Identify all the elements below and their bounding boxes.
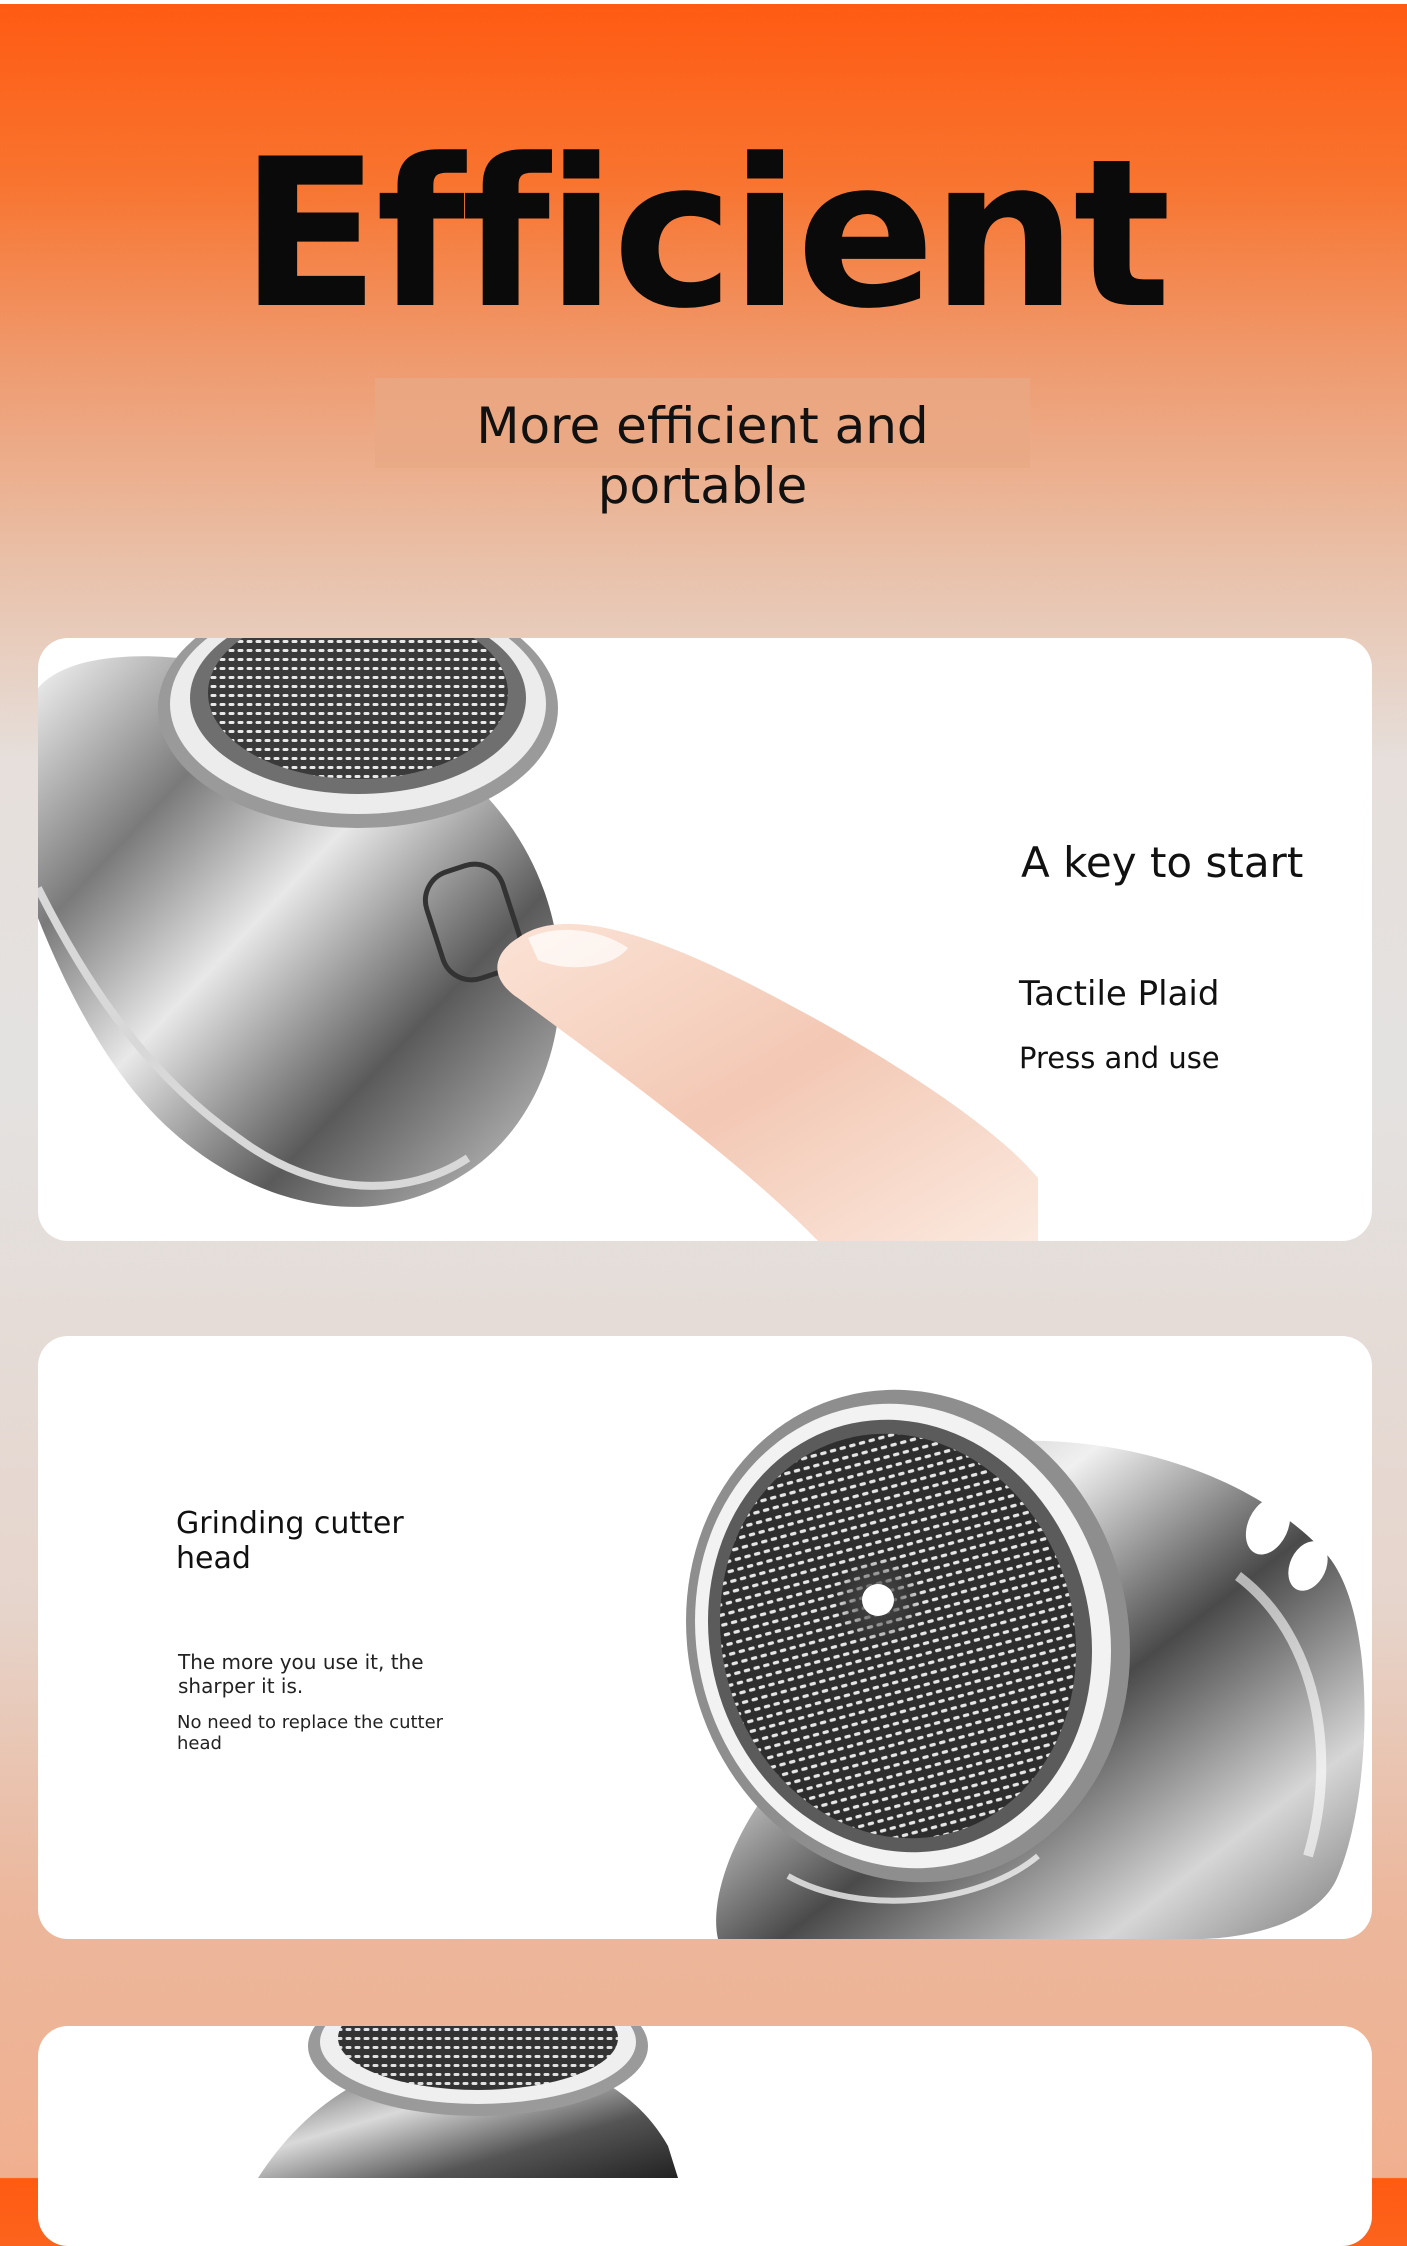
page-title: Efficient xyxy=(239,116,1168,354)
feature-line: Tactile Plaid xyxy=(1019,974,1220,1014)
shaver-finger-image xyxy=(38,638,1038,1241)
top-strip xyxy=(0,0,1407,4)
feature-line: Press and use xyxy=(1019,1041,1220,1075)
feature-line: The more you use it, the sharper it is. xyxy=(178,1650,424,1698)
feature-card-partial xyxy=(38,2026,1372,2246)
feature-line: No need to replace the cutter head xyxy=(177,1712,444,1754)
feature-card-grinding-head xyxy=(38,1336,1372,1939)
feature-card-one-key-start xyxy=(38,638,1372,1241)
shaver-head-image xyxy=(678,1336,1372,1939)
shaver-partial-image xyxy=(218,2026,778,2178)
feature-title: A key to start xyxy=(1021,838,1304,887)
feature-title: Grinding cutter head xyxy=(176,1506,404,1576)
page-subtitle: More efficient and portable xyxy=(476,397,929,515)
